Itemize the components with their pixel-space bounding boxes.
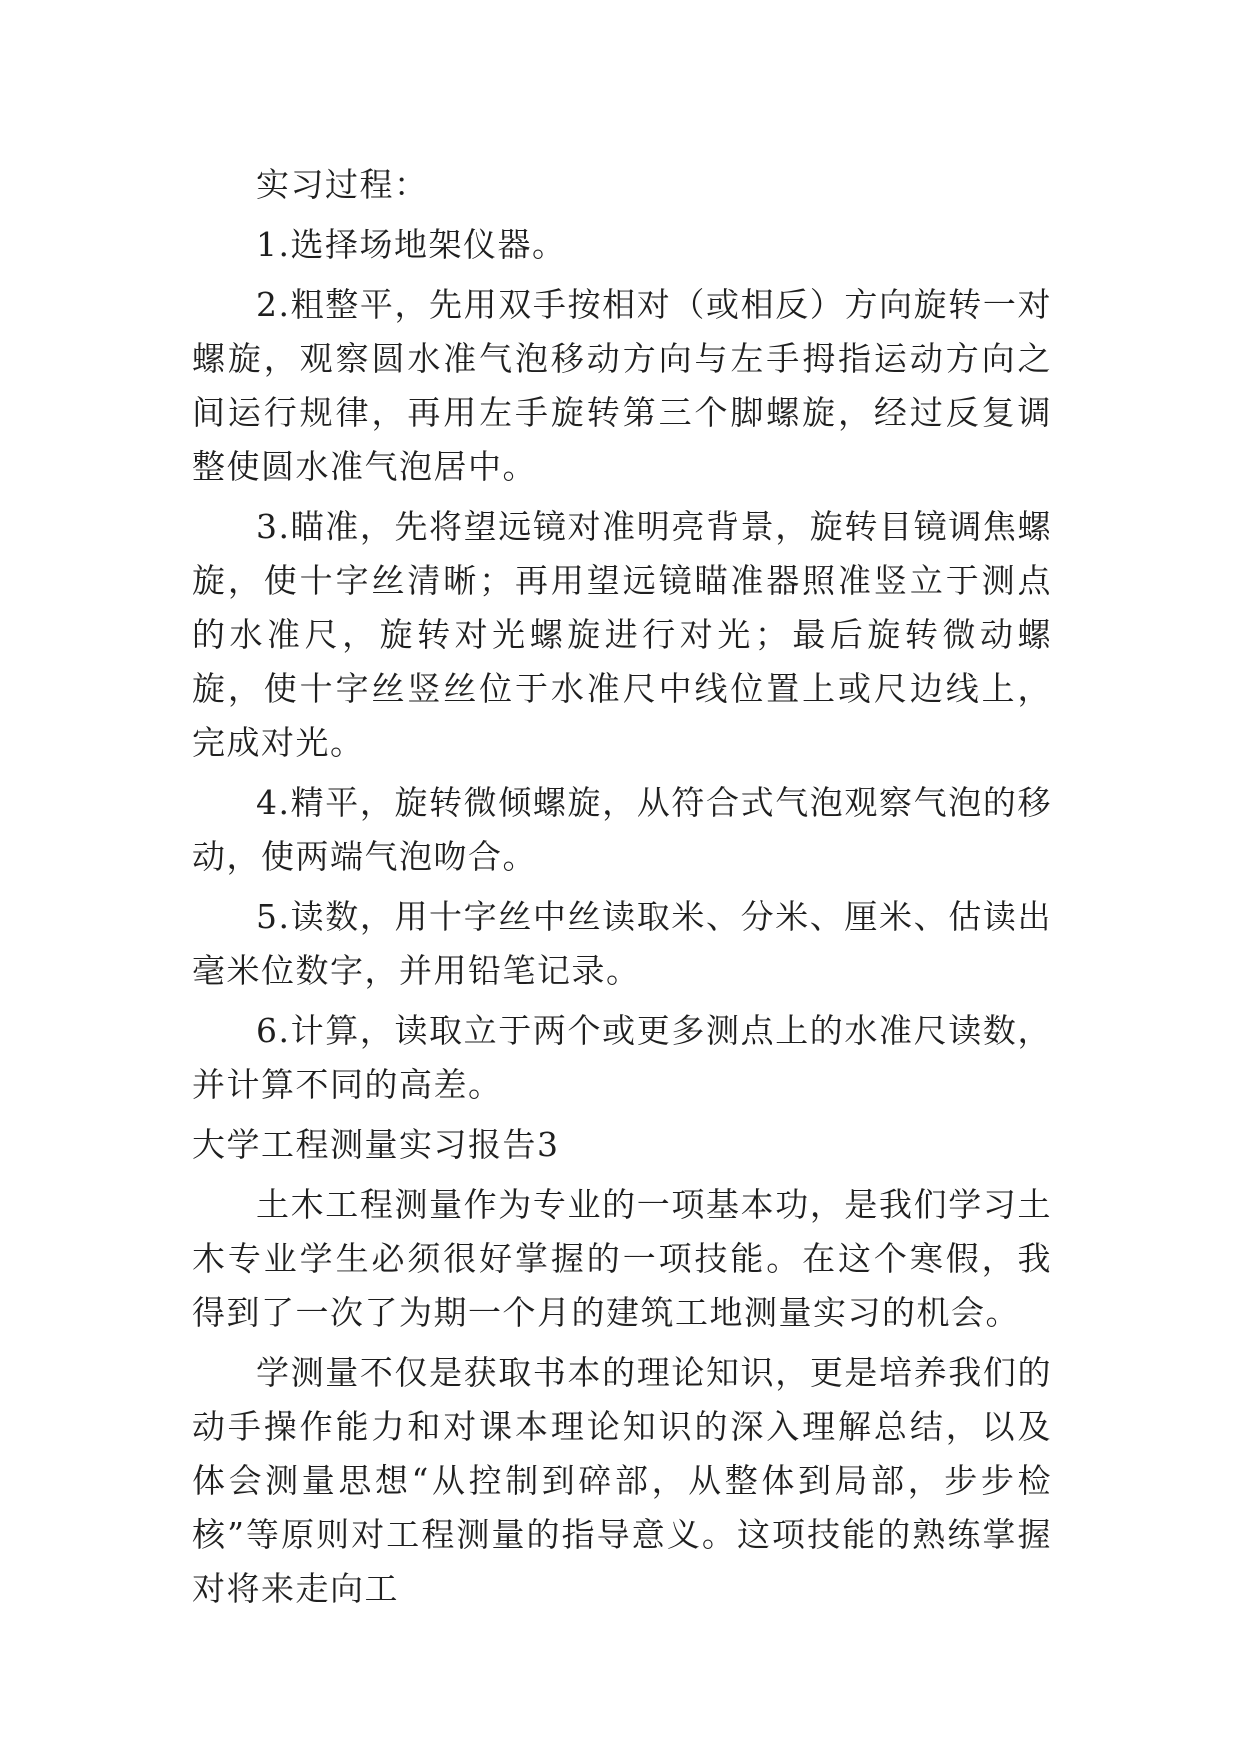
document-body [192, 158, 1052, 1622]
step-6: 6.计算，读取立于两个或更多测点上的水准尺读数，并计算不同的高差。 [192, 1011, 1052, 1104]
step-1: 1.选择场地架仪器。 [256, 225, 567, 264]
step-3: 3.瞄准，先将望远镜对准明亮背景，旋转目镜调焦螺旋，使十字丝清晰；再用望远镜瞄准器照准竖立于测点的水准尺，旋转对光螺旋进行对光；最后旋转微动螺旋，使十字丝竖丝位于水准尺中线位置上或尺边线上，完成对光。 [192, 507, 1052, 762]
step-4: 4.精平，旋转微倾螺旋，从符合式气泡观察气泡的移动，使两端气泡吻合。 [192, 783, 1052, 876]
step-2: 2.粗整平，先用双手按相对（或相反）方向旋转一对螺旋，观察圆水准气泡移动方向与左手拇指运动方向之间运行规律，再用左手旋转第三个脚螺旋，经过反复调整使圆水准气泡居中。 [192, 285, 1052, 486]
section-title: 大学工程测量实习报告3 [192, 1125, 560, 1164]
paragraph-2: 学测量不仅是获取书本的理论知识，更是培养我们的动手操作能力和对课本理论知识的深入理解总结，以及体会测量思想“从控制到碎部，从整体到局部，步步检核”等原则对工程测量的指导意义。这项技能的熟练掌握对将来走向工 [192, 1353, 1052, 1608]
process-label: 实习过程： [256, 165, 429, 204]
step-5: 5.读数，用十字丝中丝读取米、分米、厘米、估读出毫米位数字，并用铅笔记录。 [192, 897, 1052, 990]
paragraph-1: 土木工程测量作为专业的一项基本功，是我们学习土木专业学生必须很好掌握的一项技能。在这个寒假，我得到了一次了为期一个月的建筑工地测量实习的机会。 [192, 1185, 1052, 1332]
